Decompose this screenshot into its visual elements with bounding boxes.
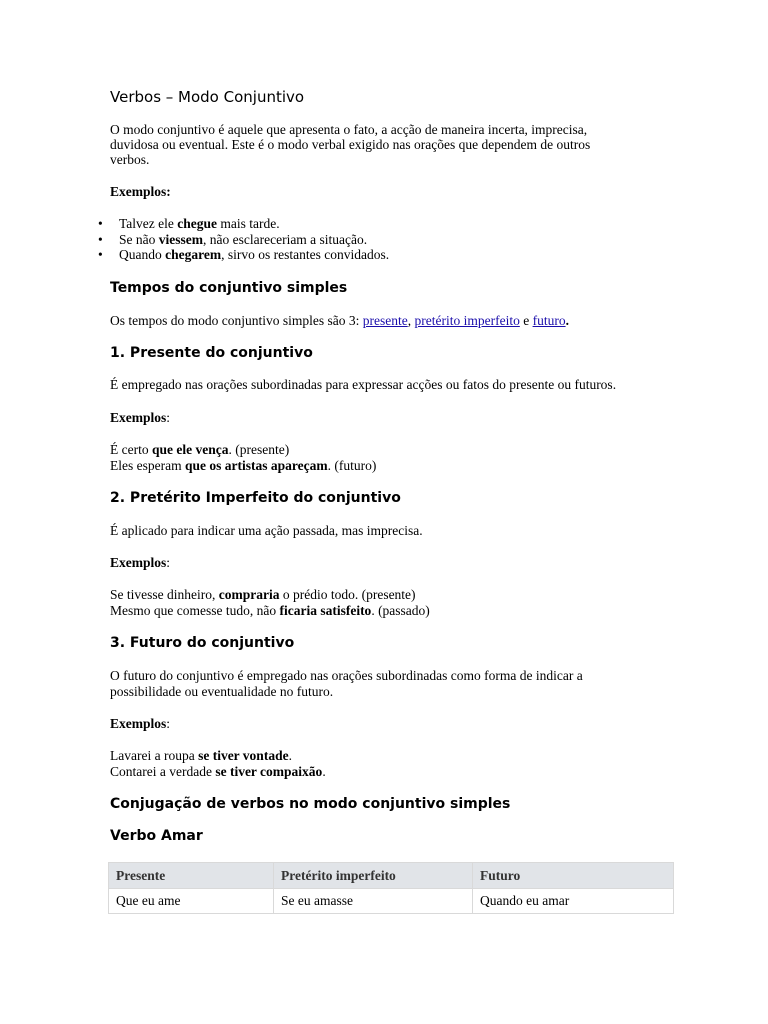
preterito-text: É aplicado para indicar uma ação passada, mas imprecisa. [110,523,423,538]
intro-line-3: verbos. [110,152,150,167]
presente-examples-label: Exemplos: [110,410,171,425]
list-item: • Talvez ele chegue mais tarde. [98,216,389,232]
examples-list [98,216,389,263]
link-futuro[interactable]: futuro [532,313,566,328]
heading-simple-tenses: Tempos do conjuntivo simples [110,280,348,296]
futuro-text-2: possibilidade ou eventualidade no futuro. [110,684,334,699]
examples-label: Exemplos: [110,184,171,199]
table-row [109,889,674,914]
futuro-text-1: O futuro do conjuntivo é empregado nas orações subordinadas como forma de indicar a [110,668,583,683]
page-title: Verbos – Modo Conjuntivo [110,88,305,106]
presente-example-1: É certo que ele vença. (presente) [110,442,290,457]
heading-preterito: 2. Pretérito Imperfeito do conjuntivo [110,490,401,506]
link-presente[interactable]: presente [362,313,408,328]
preterito-example-1: Se tivesse dinheiro, compraria o prédio todo. (presente) [110,587,416,602]
table-header-preterito: Pretérito imperfeito [274,863,473,889]
conjugation-table [108,862,674,914]
heading-verbo-amar: Verbo Amar [110,828,203,844]
presente-example-2: Eles esperam que os artistas apareçam. (futuro) [110,458,377,473]
list-item: • Quando chegarem, sirvo os restantes convidados. [98,247,389,263]
futuro-examples-label: Exemplos: [110,716,171,731]
preterito-examples-label: Exemplos: [110,555,171,570]
table-cell: Quando eu amar [473,889,674,914]
heading-presente: 1. Presente do conjuntivo [110,345,313,361]
intro-line-2: duvidosa ou eventual. Este é o modo verbal exigido nas orações que dependem de outros [110,137,591,152]
table-cell: Que eu ame [109,889,274,914]
preterito-example-2: Mesmo que comesse tudo, não ficaria satisfeito. (passado) [110,603,430,618]
intro-line-1: O modo conjuntivo é aquele que apresenta o fato, a acção de maneira incerta, imprecisa, [110,122,588,137]
futuro-example-2: Contarei a verdade se tiver compaixão. [110,764,326,779]
link-preterito-imperfeito[interactable]: pretérito imperfeito [414,313,520,328]
table-header-futuro: Futuro [473,863,674,889]
table-header-presente: Presente [109,863,274,889]
table-header-row [109,863,674,889]
heading-conjugacao: Conjugação de verbos no modo conjuntivo simples [110,796,511,812]
list-item: • Se não viessem, não esclareceriam a situação. [98,232,389,248]
futuro-example-1: Lavarei a roupa se tiver vontade. [110,748,292,763]
presente-text: É empregado nas orações subordinadas para expressar acções ou fatos do presente ou futuros. [110,377,617,392]
table-cell: Se eu amasse [274,889,473,914]
heading-futuro: 3. Futuro do conjuntivo [110,635,295,651]
simple-tenses-text: Os tempos do modo conjuntivo simples são 3: presente, pretérito imperfeito e futuro. [110,313,569,328]
